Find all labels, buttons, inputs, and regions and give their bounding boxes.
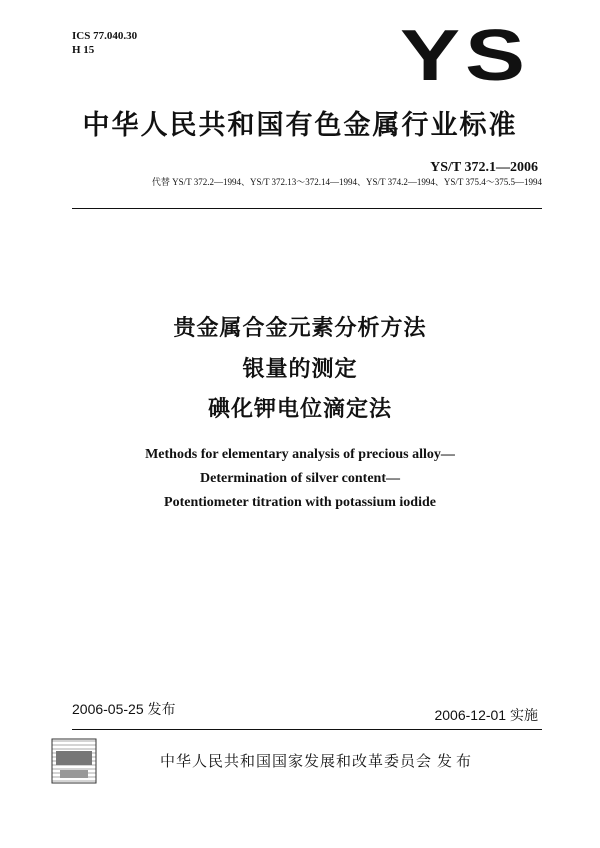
- cn-title-line3: 碘化钾电位滴定法: [207, 397, 392, 422]
- top-rule: [72, 208, 542, 209]
- en-title-line2: Determination of silver content—: [200, 471, 400, 486]
- ics-code: ICS 77.040.30: [72, 30, 138, 42]
- replaces-note: 代替 YS/T 372.2—1994、YS/T 372.13～372.14—1994、YS/T 374.2—1994、YS/T 375.4～375.5—1994: [151, 177, 542, 187]
- cn-title-line1: 贵金属合金元素分析方法: [173, 316, 427, 341]
- standard-number: YS/T 372.1—2006: [430, 160, 538, 175]
- anti-counterfeit-seal-icon: [50, 737, 98, 785]
- en-title-line1: Methods for elementary analysis of precious alloy—: [145, 447, 455, 462]
- en-title-line3: Potentiometer titration with potassium iodide: [164, 495, 436, 510]
- implement-date: 2006-12-01 实施: [434, 707, 538, 723]
- publish-date: 2006-05-25 发布: [72, 701, 176, 717]
- issuing-authority: 中华人民共和国国家发展和改革委员会: [160, 752, 433, 770]
- ys-logo: YS: [399, 16, 530, 96]
- standard-title: 中华人民共和国有色金属行业标准: [82, 110, 518, 141]
- ccs-code: H 15: [72, 44, 95, 56]
- cn-title-line2: 银量的测定: [242, 357, 358, 382]
- issue-label: 发布: [437, 752, 476, 770]
- bottom-rule: [72, 729, 542, 730]
